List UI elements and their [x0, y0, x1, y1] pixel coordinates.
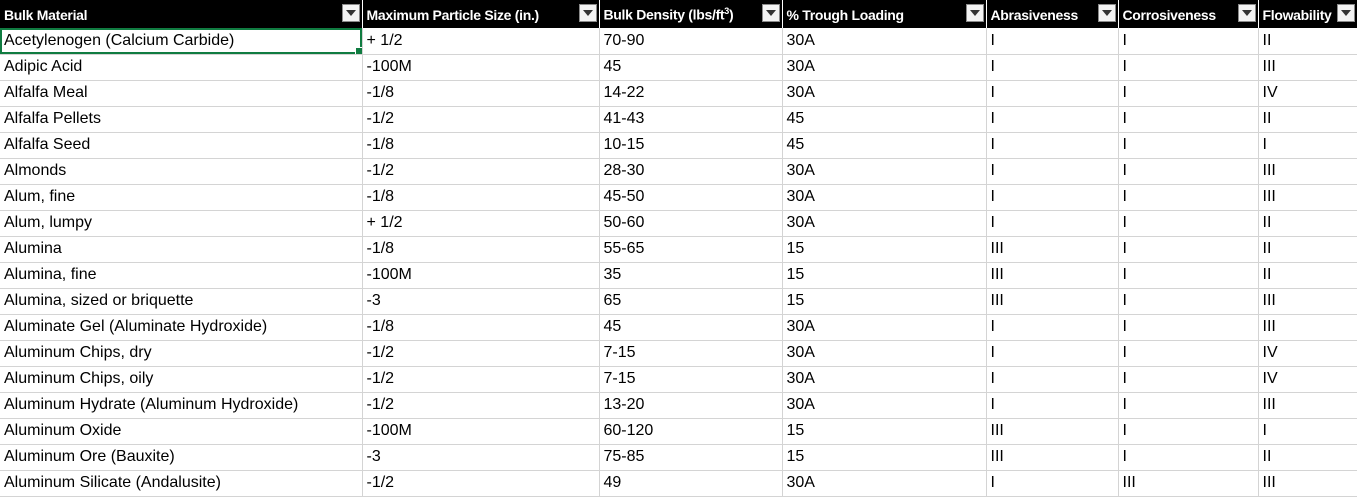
cell-particle[interactable]: + 1/2 — [362, 210, 599, 236]
cell-loading[interactable]: 30A — [782, 470, 986, 496]
cell-flow[interactable]: II — [1258, 28, 1357, 54]
cell-material[interactable]: Alfalfa Seed — [0, 132, 362, 158]
cell-density[interactable]: 55-65 — [599, 236, 782, 262]
cell-loading[interactable]: 30A — [782, 54, 986, 80]
cell-corrosive[interactable]: I — [1118, 28, 1258, 54]
cell-flow[interactable]: III — [1258, 158, 1357, 184]
cell-flow[interactable]: I — [1258, 418, 1357, 444]
chevron-down-icon — [970, 10, 980, 16]
chevron-down-icon — [766, 10, 776, 16]
cell-material[interactable]: Aluminum Chips, dry — [0, 340, 362, 366]
cell-loading[interactable]: 15 — [782, 444, 986, 470]
cell-density[interactable]: 35 — [599, 262, 782, 288]
column-header-abrasive[interactable] — [986, 0, 1118, 28]
cell-loading[interactable]: 30A — [782, 158, 986, 184]
cell-particle[interactable]: -1/8 — [362, 236, 599, 262]
column-header-label — [604, 6, 734, 23]
cell-flow[interactable]: II — [1258, 106, 1357, 132]
column-header-text: Maximum Particle Size (in.) — [366, 6, 539, 23]
cell-density[interactable]: 65 — [599, 288, 782, 314]
column-header-text: % Trough Loading — [786, 6, 904, 23]
header-row — [0, 0, 1357, 28]
cell-abrasive[interactable]: I — [986, 314, 1118, 340]
cell-material[interactable]: Almonds — [0, 158, 362, 184]
table-row — [0, 392, 1357, 418]
table-row — [0, 158, 1357, 184]
cell-corrosive[interactable]: I — [1118, 106, 1258, 132]
cell-loading[interactable]: 30A — [782, 392, 986, 418]
column-header-label — [4, 7, 87, 23]
cell-abrasive[interactable]: III — [986, 262, 1118, 288]
chevron-down-icon — [583, 10, 593, 16]
cell-abrasive[interactable]: I — [986, 132, 1118, 158]
cell-particle[interactable]: -1/2 — [362, 470, 599, 496]
cell-flow[interactable]: IV — [1258, 340, 1357, 366]
table-row — [0, 236, 1357, 262]
cell-particle[interactable]: -1/2 — [362, 340, 599, 366]
cell-density[interactable]: 41-43 — [599, 106, 782, 132]
cell-loading[interactable]: 30A — [782, 314, 986, 340]
cell-loading[interactable]: 45 — [782, 132, 986, 158]
column-header-label — [787, 7, 904, 23]
cell-density[interactable]: 45-50 — [599, 184, 782, 210]
cell-particle[interactable]: -1/2 — [362, 392, 599, 418]
table-row — [0, 106, 1357, 132]
cell-particle[interactable]: -1/2 — [362, 158, 599, 184]
table-row — [0, 444, 1357, 470]
cell-density[interactable]: 70-90 — [599, 28, 782, 54]
table-row — [0, 184, 1357, 210]
cell-material[interactable]: Alumina — [0, 236, 362, 262]
cell-material[interactable]: Aluminate Gel (Aluminate Hydroxide) — [0, 314, 362, 340]
cell-density[interactable]: 7-15 — [599, 340, 782, 366]
cell-density[interactable]: 50-60 — [599, 210, 782, 236]
cell-flow[interactable]: III — [1258, 470, 1357, 496]
table-row — [0, 470, 1357, 496]
cell-material[interactable]: Alum, lumpy — [0, 210, 362, 236]
cell-abrasive[interactable]: I — [986, 80, 1118, 106]
table-row — [0, 132, 1357, 158]
column-header-density[interactable] — [599, 0, 782, 28]
cell-abrasive[interactable]: III — [986, 418, 1118, 444]
cell-particle[interactable]: -1/8 — [362, 132, 599, 158]
cell-loading[interactable]: 30A — [782, 210, 986, 236]
cell-abrasive[interactable]: I — [986, 184, 1118, 210]
table-row — [0, 28, 1357, 54]
cell-abrasive[interactable]: I — [986, 366, 1118, 392]
cell-corrosive[interactable]: I — [1118, 210, 1258, 236]
table-row — [0, 366, 1357, 392]
filter-dropdown-button[interactable] — [579, 4, 597, 22]
cell-abrasive[interactable]: III — [986, 236, 1118, 262]
cell-material[interactable]: Aluminum Hydrate (Aluminum Hydroxide) — [0, 392, 362, 418]
cell-abrasive[interactable]: III — [986, 288, 1118, 314]
cell-corrosive[interactable]: I — [1118, 340, 1258, 366]
table-row — [0, 80, 1357, 106]
cell-particle[interactable]: -1/8 — [362, 184, 599, 210]
cell-material[interactable]: Alumina, sized or briquette — [0, 288, 362, 314]
cell-material[interactable]: Alfalfa Meal — [0, 80, 362, 106]
cell-corrosive[interactable]: I — [1118, 288, 1258, 314]
cell-flow[interactable]: II — [1258, 210, 1357, 236]
column-header-loading[interactable] — [782, 0, 986, 28]
table-header — [0, 0, 1357, 28]
cell-abrasive[interactable]: I — [986, 106, 1118, 132]
cell-flow[interactable]: III — [1258, 314, 1357, 340]
cell-density[interactable]: 10-15 — [599, 132, 782, 158]
cell-corrosive[interactable]: I — [1118, 314, 1258, 340]
column-header-label — [1123, 7, 1216, 23]
cell-particle[interactable]: + 1/2 — [362, 28, 599, 54]
cell-abrasive[interactable]: III — [986, 444, 1118, 470]
cell-corrosive[interactable]: I — [1118, 418, 1258, 444]
column-header-particle[interactable] — [362, 0, 599, 28]
table-row — [0, 418, 1357, 444]
cell-material[interactable]: Alfalfa Pellets — [0, 106, 362, 132]
cell-corrosive[interactable]: I — [1118, 158, 1258, 184]
cell-loading[interactable]: 15 — [782, 288, 986, 314]
cell-corrosive[interactable]: I — [1118, 54, 1258, 80]
cell-density[interactable]: 49 — [599, 470, 782, 496]
cell-abrasive[interactable]: I — [986, 470, 1118, 496]
column-header-text: Abrasiveness — [990, 6, 1078, 23]
cell-corrosive[interactable]: I — [1118, 184, 1258, 210]
cell-density[interactable]: 45 — [599, 54, 782, 80]
cell-particle[interactable]: -100M — [362, 262, 599, 288]
cell-abrasive[interactable]: I — [986, 210, 1118, 236]
cell-density[interactable]: 45 — [599, 314, 782, 340]
cell-corrosive[interactable]: I — [1118, 262, 1258, 288]
cell-material[interactable]: Adipic Acid — [0, 54, 362, 80]
filter-dropdown-button[interactable] — [966, 4, 984, 22]
table-row — [0, 288, 1357, 314]
cell-corrosive[interactable]: I — [1118, 392, 1258, 418]
selected-cell[interactable]: Acetylenogen (Calcium Carbide) — [0, 28, 362, 54]
column-header-text: Bulk Material — [4, 6, 88, 23]
column-header-text: Corrosiveness — [1122, 6, 1216, 23]
cell-loading[interactable]: 30A — [782, 28, 986, 54]
cell-particle[interactable]: -100M — [362, 54, 599, 80]
column-header-label — [1263, 7, 1332, 23]
cell-abrasive[interactable]: I — [986, 158, 1118, 184]
cell-abrasive[interactable]: I — [986, 340, 1118, 366]
table-body — [0, 28, 1357, 496]
cell-corrosive[interactable]: I — [1118, 236, 1258, 262]
cell-density[interactable]: 14-22 — [599, 80, 782, 106]
cell-density[interactable]: 13-20 — [599, 392, 782, 418]
superscript: 3 — [724, 6, 730, 17]
cell-loading[interactable]: 30A — [782, 80, 986, 106]
chevron-down-icon — [1341, 10, 1351, 16]
cell-particle[interactable]: -100M — [362, 418, 599, 444]
table-row — [0, 54, 1357, 80]
cell-material[interactable]: Alumina, fine — [0, 262, 362, 288]
chevron-down-icon — [1242, 10, 1252, 16]
filter-dropdown-button[interactable] — [1337, 4, 1355, 22]
cell-flow[interactable]: I — [1258, 132, 1357, 158]
cell-loading[interactable]: 30A — [782, 340, 986, 366]
cell-material[interactable]: Alum, fine — [0, 184, 362, 210]
cell-loading[interactable]: 30A — [782, 184, 986, 210]
cell-loading[interactable]: 45 — [782, 106, 986, 132]
cell-flow[interactable]: III — [1258, 288, 1357, 314]
cell-material[interactable]: Aluminum Chips, oily — [0, 366, 362, 392]
cell-material[interactable]: Aluminum Ore (Bauxite) — [0, 444, 362, 470]
column-header-flow[interactable] — [1258, 0, 1357, 28]
cell-particle[interactable]: -1/2 — [362, 106, 599, 132]
cell-corrosive[interactable]: I — [1118, 80, 1258, 106]
cell-abrasive[interactable]: I — [986, 54, 1118, 80]
column-header-label — [367, 7, 539, 23]
table-row — [0, 210, 1357, 236]
cell-flow[interactable]: III — [1258, 54, 1357, 80]
filter-dropdown-button[interactable] — [1098, 4, 1116, 22]
chevron-down-icon — [1102, 10, 1112, 16]
column-header-text: Flowability — [1262, 6, 1332, 23]
filter-dropdown-button[interactable] — [1238, 4, 1256, 22]
cell-particle[interactable]: -3 — [362, 444, 599, 470]
cell-loading[interactable]: 15 — [782, 236, 986, 262]
cell-density[interactable]: 60-120 — [599, 418, 782, 444]
cell-density[interactable]: 7-15 — [599, 366, 782, 392]
chevron-down-icon — [346, 10, 356, 16]
filter-dropdown-button[interactable] — [762, 4, 780, 22]
column-header-label — [991, 7, 1078, 23]
cell-flow[interactable]: II — [1258, 262, 1357, 288]
cell-material[interactable]: Aluminum Oxide — [0, 418, 362, 444]
table-row — [0, 340, 1357, 366]
cell-particle[interactable]: -1/2 — [362, 366, 599, 392]
cell-particle[interactable]: -1/8 — [362, 314, 599, 340]
column-header-corrosive[interactable] — [1118, 0, 1258, 28]
column-header-text-suffix: ) — [729, 6, 734, 23]
cell-flow[interactable]: III — [1258, 184, 1357, 210]
cell-corrosive[interactable]: I — [1118, 444, 1258, 470]
cell-particle[interactable]: -1/8 — [362, 80, 599, 106]
cell-particle[interactable]: -3 — [362, 288, 599, 314]
cell-flow[interactable]: IV — [1258, 80, 1357, 106]
cell-corrosive[interactable]: I — [1118, 132, 1258, 158]
cell-loading[interactable]: 30A — [782, 366, 986, 392]
cell-flow[interactable]: II — [1258, 444, 1357, 470]
cell-corrosive[interactable]: I — [1118, 366, 1258, 392]
cell-loading[interactable]: 15 — [782, 262, 986, 288]
table-row — [0, 314, 1357, 340]
cell-flow[interactable]: III — [1258, 392, 1357, 418]
cell-flow[interactable]: II — [1258, 236, 1357, 262]
column-header-material[interactable] — [0, 0, 362, 28]
cell-abrasive[interactable]: I — [986, 28, 1118, 54]
cell-flow[interactable]: IV — [1258, 366, 1357, 392]
column-header-text: Bulk Density (lbs/ft — [603, 6, 725, 23]
cell-loading[interactable]: 15 — [782, 418, 986, 444]
cell-corrosive[interactable]: III — [1118, 470, 1258, 496]
filter-dropdown-button[interactable] — [342, 4, 360, 22]
cell-material[interactable]: Aluminum Silicate (Andalusite) — [0, 470, 362, 496]
cell-density[interactable]: 28-30 — [599, 158, 782, 184]
cell-abrasive[interactable]: I — [986, 392, 1118, 418]
cell-density[interactable]: 75-85 — [599, 444, 782, 470]
table-row — [0, 262, 1357, 288]
